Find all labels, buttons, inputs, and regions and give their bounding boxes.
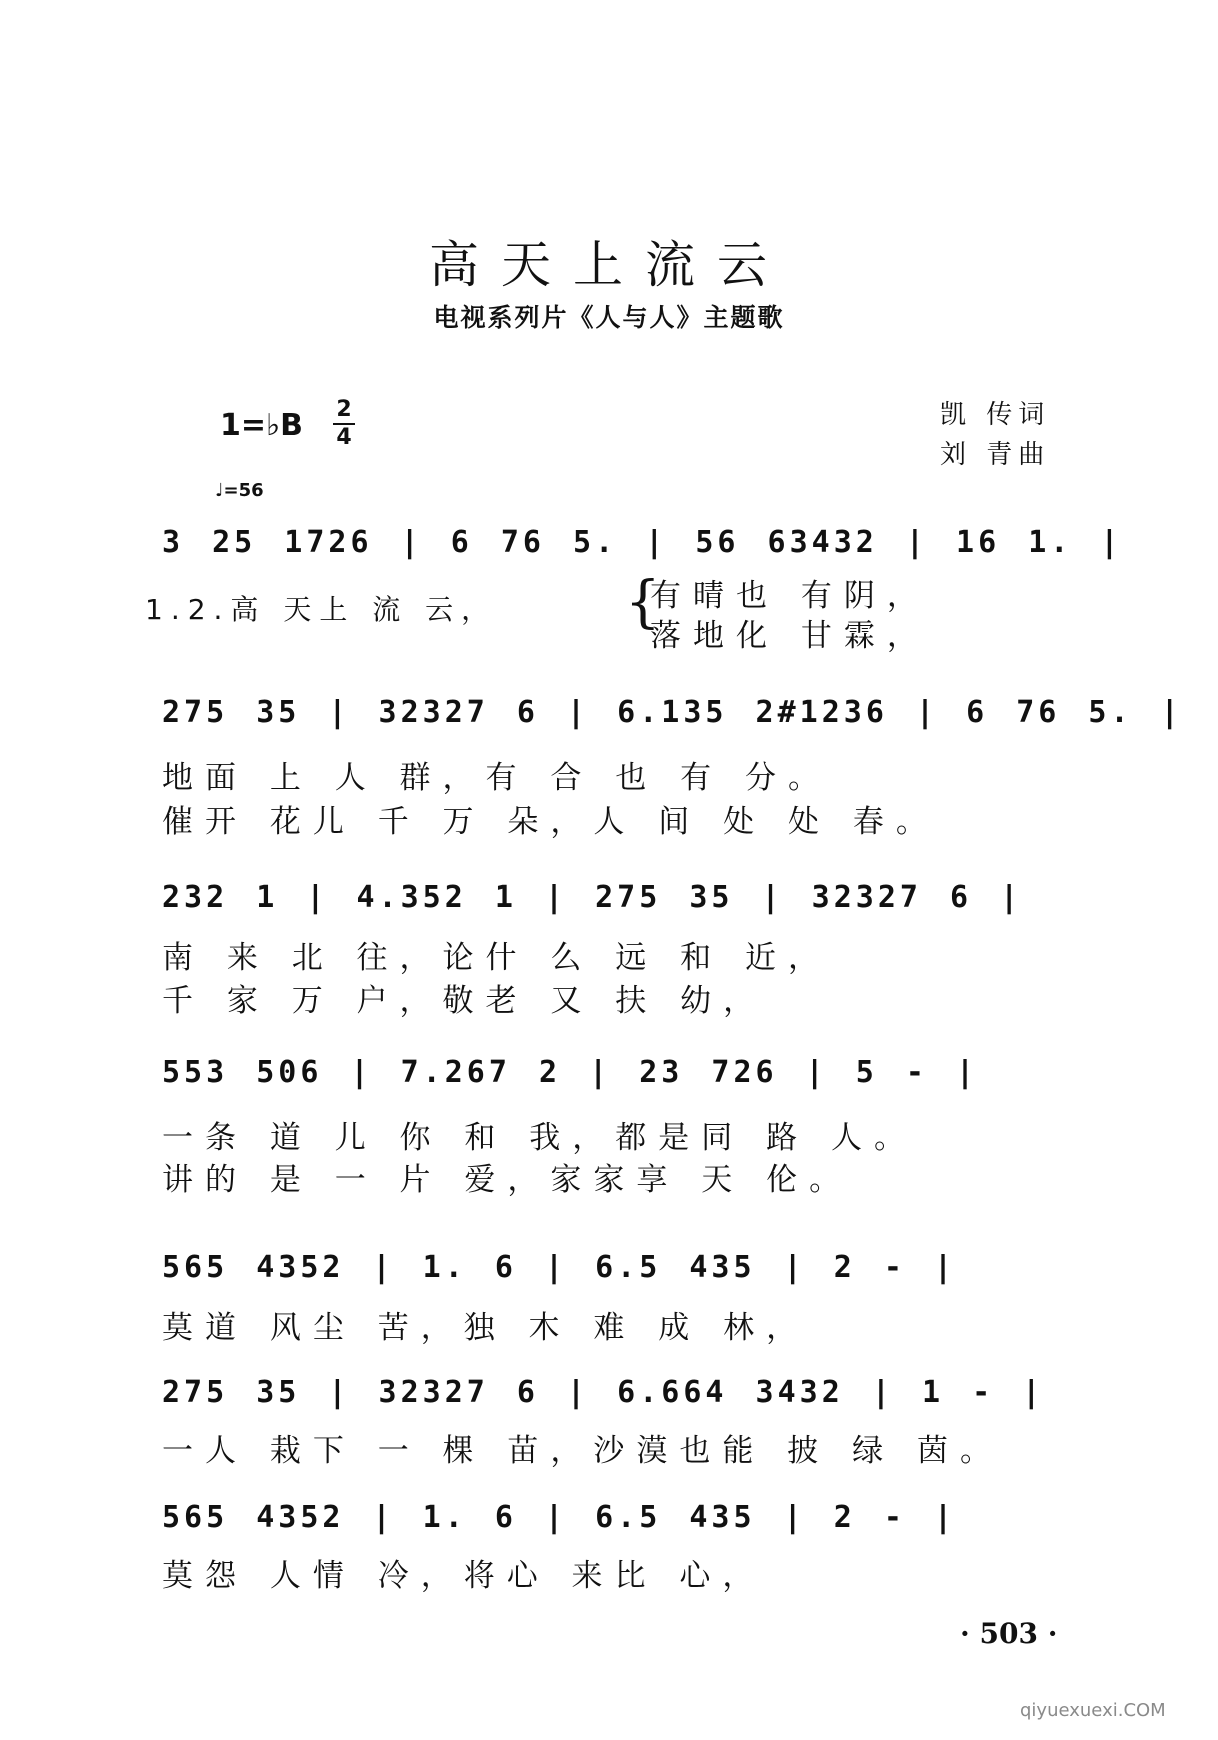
verse-brace: { — [625, 570, 661, 635]
key-signature: 1=♭B — [220, 408, 304, 443]
page-number: · 503 · — [960, 1617, 1058, 1650]
notation-row-5: 565 4352 | 1. 6 | 6.5 435 | 2 - | — [162, 1250, 957, 1285]
credits — [940, 395, 1050, 475]
notation-row-4: 553 506 | 7.267 2 | 23 726 | 5 - | — [162, 1055, 979, 1090]
watermark: qiyuexuexi.COM — [1020, 1700, 1166, 1721]
lyric-row-7: 莫怨 人情 冷，将心 来比 心， — [162, 1558, 766, 1594]
notation-row-2: 275 35 | 32327 6 | 6.135 2#1236 | 6 76 5. | — [162, 695, 1183, 730]
lyric-row-1-verse-1b: 有晴也 有阴， — [650, 578, 930, 614]
page-title: 高天上流云 — [429, 236, 789, 294]
lyricist-credit: 凯 传词 — [940, 400, 1051, 430]
page-subtitle: 电视系列片《人与人》主题歌 — [433, 303, 785, 332]
lyric-row-3-verse-1: 南 来 北 往，论什 么 远 和 近， — [162, 940, 831, 976]
tempo-marking: ♩=56 — [215, 480, 264, 501]
lyric-row-3-verse-2: 千 家 万 户，敬老 又 扶 幼， — [162, 983, 767, 1019]
notation-row-7: 565 4352 | 1. 6 | 6.5 435 | 2 - | — [162, 1500, 957, 1535]
composer-credit: 刘 青曲 — [940, 440, 1051, 470]
lyric-row-1-verse-2b: 落地化 甘霖， — [650, 618, 930, 654]
lyric-row-2-verse-2: 催开 花儿 千 万 朵，人 间 处 处 春。 — [162, 804, 939, 840]
time-signature-top: 2 — [336, 397, 352, 422]
lyric-row-4-verse-2: 讲的 是 一 片 爱，家家享 天 伦。 — [162, 1162, 853, 1198]
time-signature-bottom: 4 — [336, 425, 352, 450]
lyric-row-6: 一人 栽下 一 棵 苗，沙漠也能 披 绿 茵。 — [162, 1433, 1003, 1469]
lyric-row-1-verse-1: 1.2.高 天上 流 云， — [145, 593, 498, 626]
notation-row-6: 275 35 | 32327 6 | 6.664 3432 | 1 - | — [162, 1375, 1045, 1410]
lyric-row-2-verse-1: 地面 上 人 群，有 合 也 有 分。 — [162, 760, 831, 796]
lyric-row-5: 莫道 风尘 苦，独 木 难 成 林， — [162, 1310, 810, 1346]
lyric-row-4-verse-1: 一条 道 儿 你 和 我，都是同 路 人。 — [162, 1120, 917, 1156]
time-signature — [333, 398, 355, 450]
notation-row-1: 3 25 1726 | 6 76 5. | 56 63432 | 16 1. | — [162, 525, 1123, 560]
notation-row-3: 232 1 | 4.352 1 | 275 35 | 32327 6 | — [162, 880, 1023, 915]
